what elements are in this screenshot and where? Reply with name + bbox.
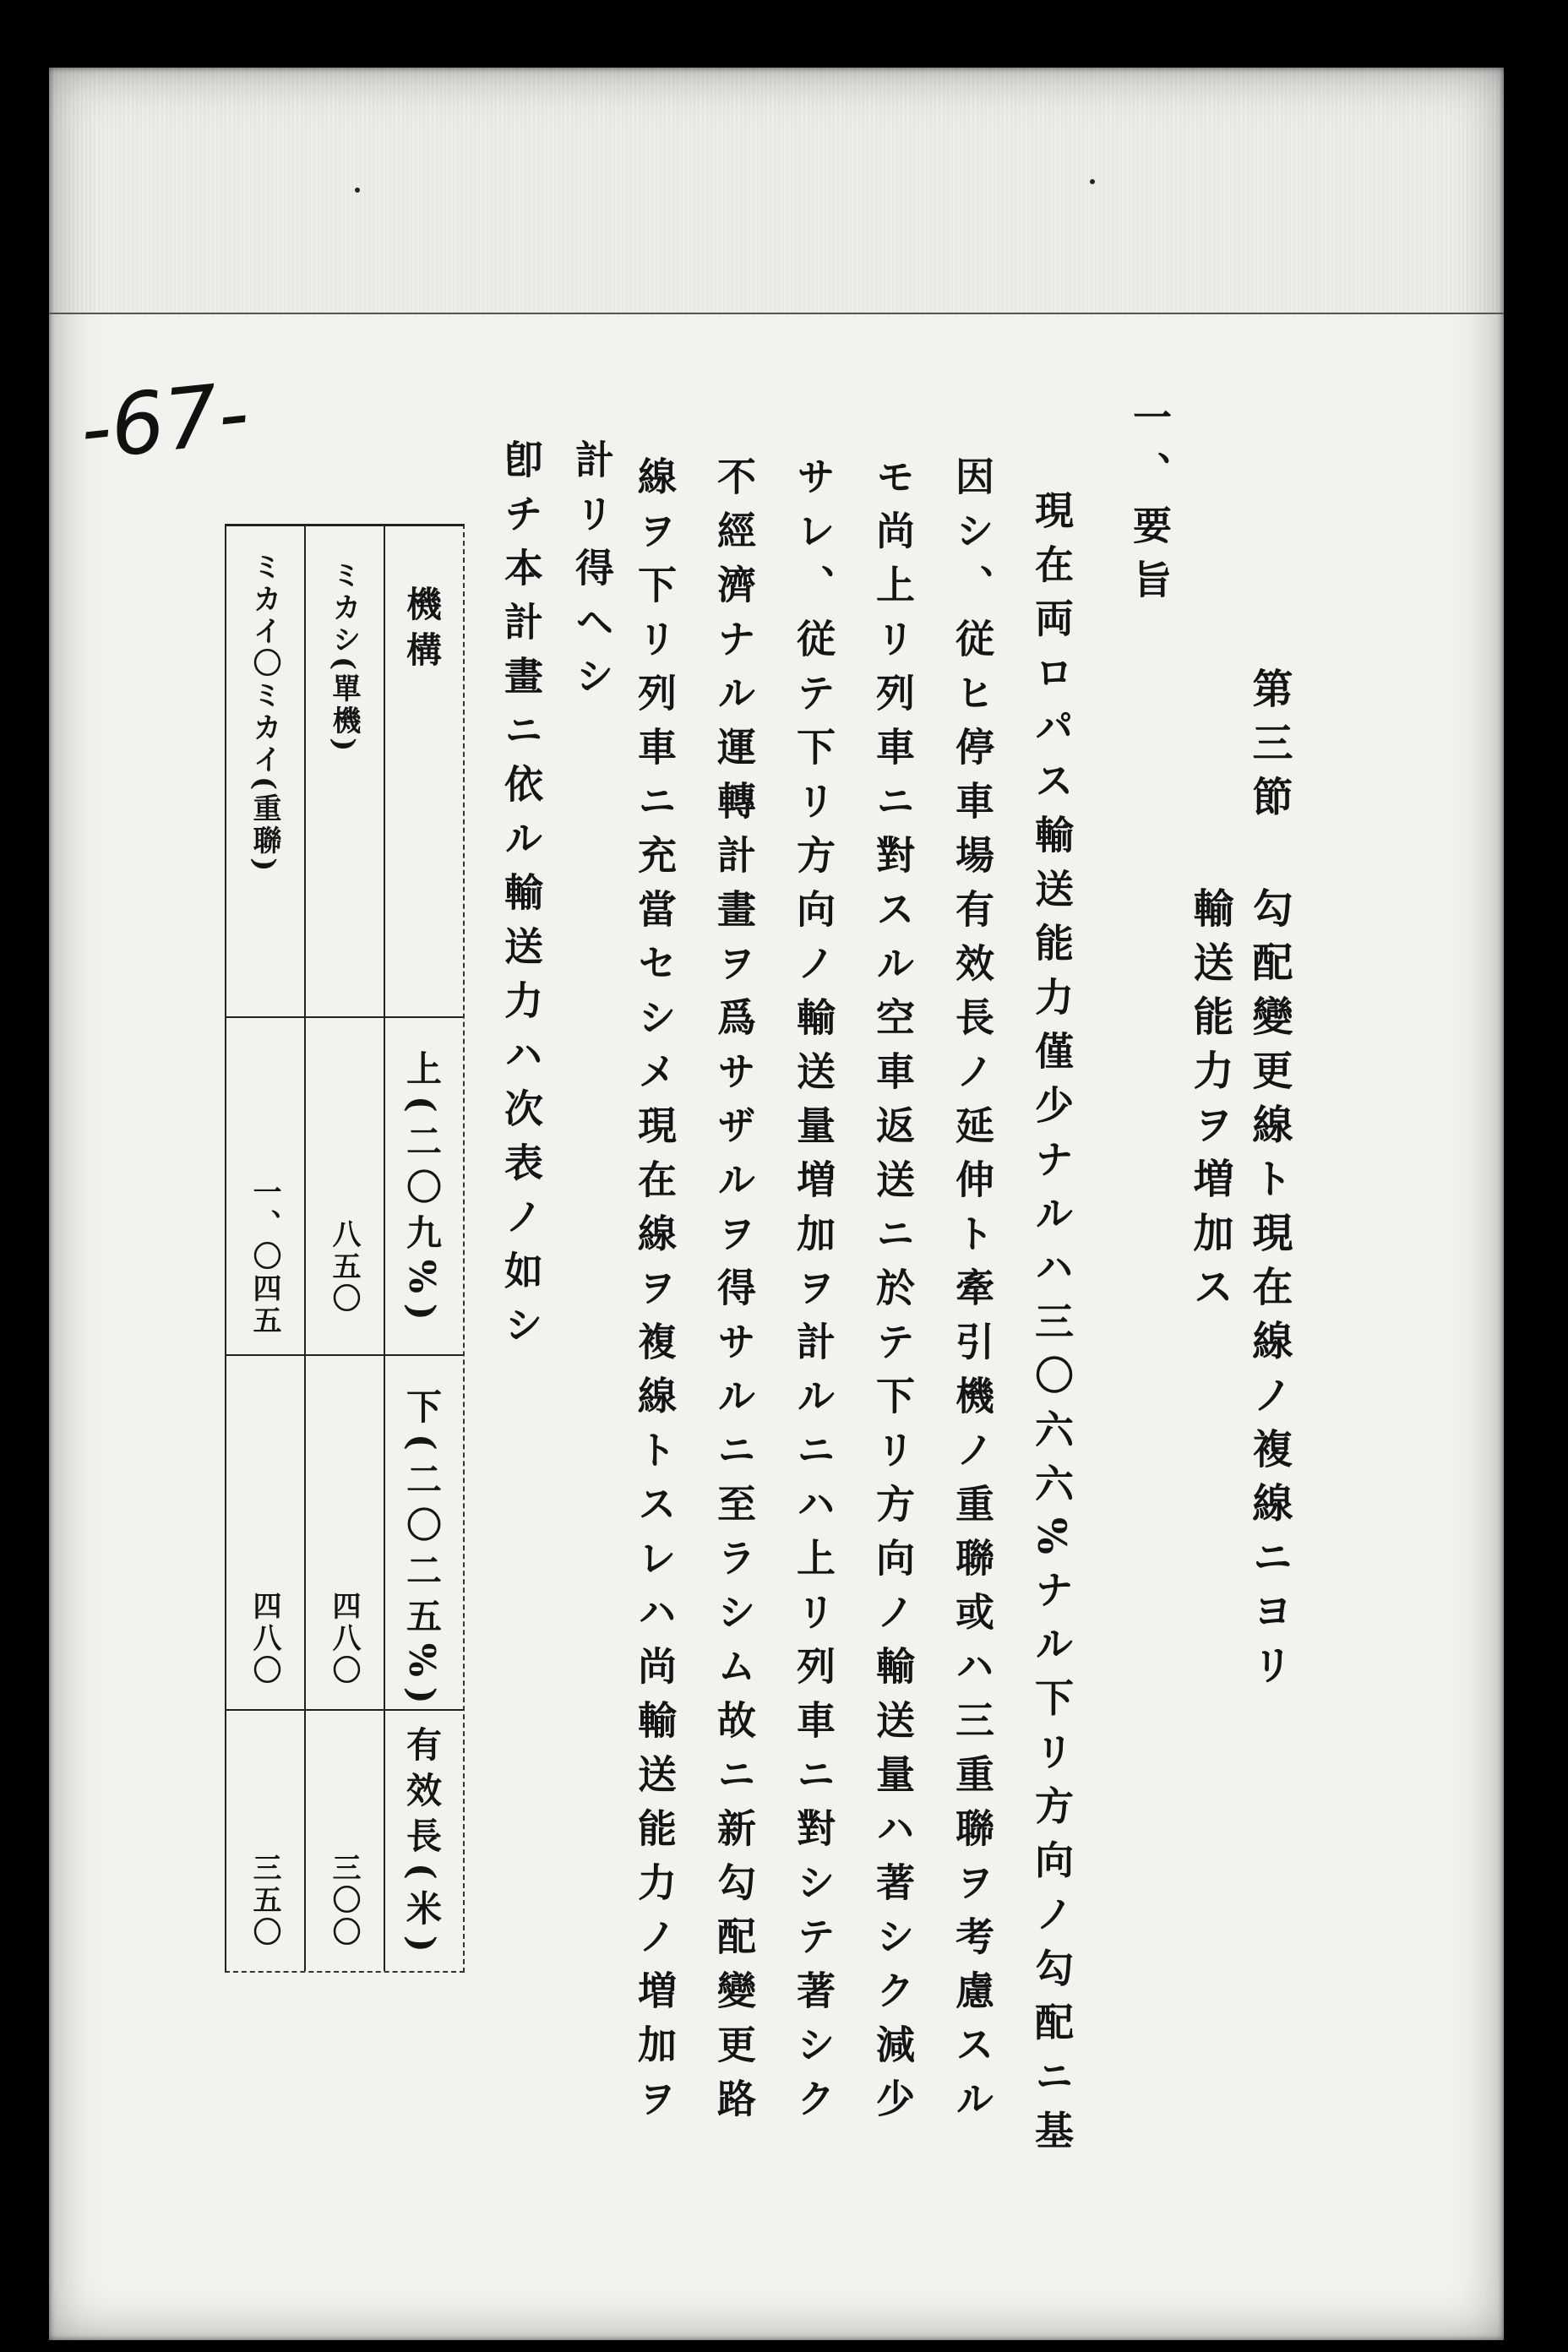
top-margin-band bbox=[49, 68, 1504, 313]
table-cell-length: 三〇〇 bbox=[327, 1853, 361, 1949]
body-column: 卽チ本計畫ニ依ル輸送力ハ次表ノ如シ bbox=[498, 439, 544, 1358]
table-header-mechanism: 機構 bbox=[401, 585, 443, 677]
table-cell-up: 八五〇 bbox=[327, 1219, 361, 1315]
speck-mark bbox=[355, 188, 360, 193]
body-column: 因シ、従ヒ停車場有效長ノ延伸ト牽引機ノ重聯或ハ三重聯ヲ考慮スル bbox=[950, 456, 995, 2132]
table-column-divider bbox=[384, 526, 385, 1971]
speck-mark bbox=[1090, 179, 1095, 184]
table-cell-up: 一、〇四五 bbox=[248, 1177, 281, 1337]
table-cell-down: 四八〇 bbox=[327, 1591, 361, 1687]
table-header-up: 上(二〇九%) bbox=[401, 1050, 443, 1331]
table-header-down: 下(二〇二五%) bbox=[401, 1388, 443, 1714]
body-column: 計リ得ヘシ bbox=[569, 439, 615, 710]
body-column: モ尚上リ列車ニ對スル空車返送ニ於テ下リ方向ノ輸送量ハ著シク減少 bbox=[870, 456, 916, 2132]
subheading: 一、要旨 bbox=[1127, 397, 1173, 613]
page-number: -67- bbox=[75, 362, 253, 480]
table-row-divider bbox=[226, 1354, 463, 1356]
body-column: 現在両ロパス輸送能力僅少ナルハ三〇六六%ナル下リ方向ノ勾配ニ基 bbox=[1029, 490, 1075, 2164]
table-column-divider bbox=[304, 526, 306, 1971]
body-column: 不經濟ナル運轉計畫ヲ爲サザルヲ得サルニ至ラシム故ニ新勾配變更路 bbox=[711, 456, 757, 2132]
table-cell-length: 三五〇 bbox=[248, 1853, 281, 1949]
table-cell-mechanism: ミカシ(單機) bbox=[327, 560, 361, 755]
margin-rule bbox=[49, 313, 1504, 314]
transport-capacity-table bbox=[225, 524, 465, 1973]
table-cell-down: 四八〇 bbox=[248, 1591, 281, 1687]
section-title-line2: 輸送能力ヲ増加ス bbox=[1186, 887, 1233, 1320]
table-row-divider bbox=[226, 1016, 463, 1018]
body-column: 線ヲ下リ列車ニ充當セシメ現在線ヲ複線トスレハ尚輸送能力ノ増加ヲ bbox=[632, 456, 678, 2132]
table-cell-mechanism: ミカイ〇ミカイ(重聯) bbox=[248, 552, 281, 875]
body-column: サレ、従テ下リ方向ノ輸送量増加ヲ計ルニハ上リ列車ニ對シテ著シク bbox=[791, 456, 836, 2132]
section-title-line1: 勾配變更線ト現在線ノ複線ニヨリ bbox=[1245, 887, 1293, 1698]
section-number: 第三節 bbox=[1245, 667, 1293, 830]
table-header-length: 有效長(米) bbox=[401, 1726, 443, 1963]
